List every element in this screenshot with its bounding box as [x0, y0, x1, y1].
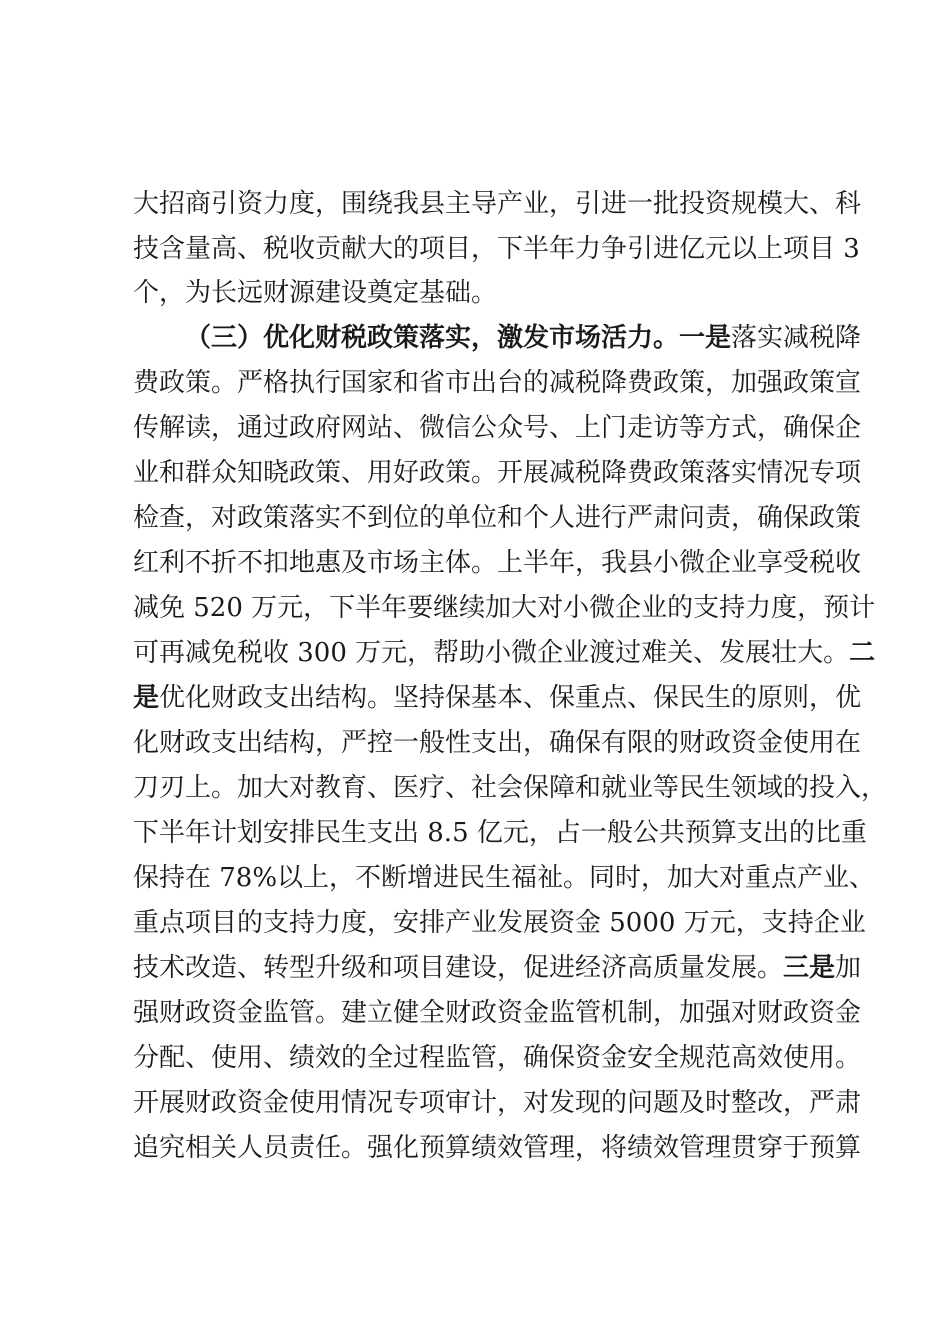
- paragraph-2-line-6: 红利不折不扣地惠及市场主体。上半年，我县小微企业享受税收: [133, 548, 862, 578]
- section-heading: （三）优化财税政策落实，激发市场活力。: [185, 323, 680, 353]
- line-1-tail: 落实减税降: [731, 323, 862, 353]
- paragraph-2-line-10: 化财政支出结构，严控一般性支出，确保有限的财政资金使用在: [133, 728, 862, 758]
- paragraph-2-line-5: 检查，对政策落实不到位的单位和个人进行严肃问责，确保政策: [133, 503, 862, 533]
- paragraph-2-line-7: 减免 520 万元，下半年要继续加大对小微企业的支持力度，预计: [133, 593, 876, 623]
- paragraph-2-line-8: [133, 633, 876, 673]
- paragraph-2-line-13: 保持在 78%以上，不断增进民生福祉。同时，加大对重点产业、: [133, 863, 876, 893]
- paragraph-1-line-2: 技含量高、税收贡献大的项目，下半年力争引进亿元以上项目 3: [133, 234, 860, 264]
- paragraph-2-line-19: 追究相关人员责任。强化预算绩效管理，将绩效管理贯穿于预算: [133, 1133, 862, 1163]
- marker-third: 三是: [783, 953, 836, 983]
- marker-second-part-2: 是: [133, 683, 160, 713]
- paragraph-2-line-17: 分配、使用、绩效的全过程监管，确保资金安全规范高效使用。: [133, 1043, 862, 1073]
- paragraph-2-line-14: 重点项目的支持力度，安排产业发展资金 5000 万元，支持企业: [133, 908, 866, 938]
- line-15-text: 技术改造、转型升级和项目建设，促进经济高质量发展。: [133, 953, 784, 983]
- paragraph-2-line-2: 费政策。严格执行国家和省市出台的减税降费政策，加强政策宣: [133, 368, 862, 398]
- line-9-tail: 优化财政支出结构。坚持保基本、保重点、保民生的原则，优: [159, 683, 862, 713]
- paragraph-2-line-16: 强财政资金监管。建立健全财政资金监管机制，加强对财政资金: [133, 998, 862, 1028]
- paragraph-1-line-3: 个，为长远财源建设奠定基础。: [133, 278, 498, 308]
- marker-second-part-1: 二: [849, 638, 876, 668]
- paragraph-2-line-9: [133, 678, 862, 718]
- line-15-tail: 加: [835, 953, 862, 983]
- paragraph-1-line-1: 大招商引资力度，围绕我县主导产业，引进一批投资规模大、科: [133, 189, 862, 219]
- line-8-text: 可再减免税收 300 万元，帮助小微企业渡过难关、发展壮大。: [133, 638, 850, 668]
- marker-first: 一是: [679, 323, 732, 353]
- paragraph-2-line-3: 传解读，通过政府网站、微信公众号、上门走访等方式，确保企: [133, 413, 862, 443]
- paragraph-2-line-1: [185, 318, 862, 358]
- paragraph-2-line-4: 业和群众知晓政策、用好政策。开展减税降费政策落实情况专项: [133, 458, 862, 488]
- paragraph-2-line-15: [133, 948, 862, 988]
- paragraph-2-line-18: 开展财政资金使用情况专项审计，对发现的问题及时整改，严肃: [133, 1088, 862, 1118]
- paragraph-2-line-11: 刀刃上。加大对教育、医疗、社会保障和就业等民生领域的投入，: [133, 773, 888, 803]
- paragraph-2-line-12: 下半年计划安排民生支出 8.5 亿元，占一般公共预算支出的比重: [133, 818, 867, 848]
